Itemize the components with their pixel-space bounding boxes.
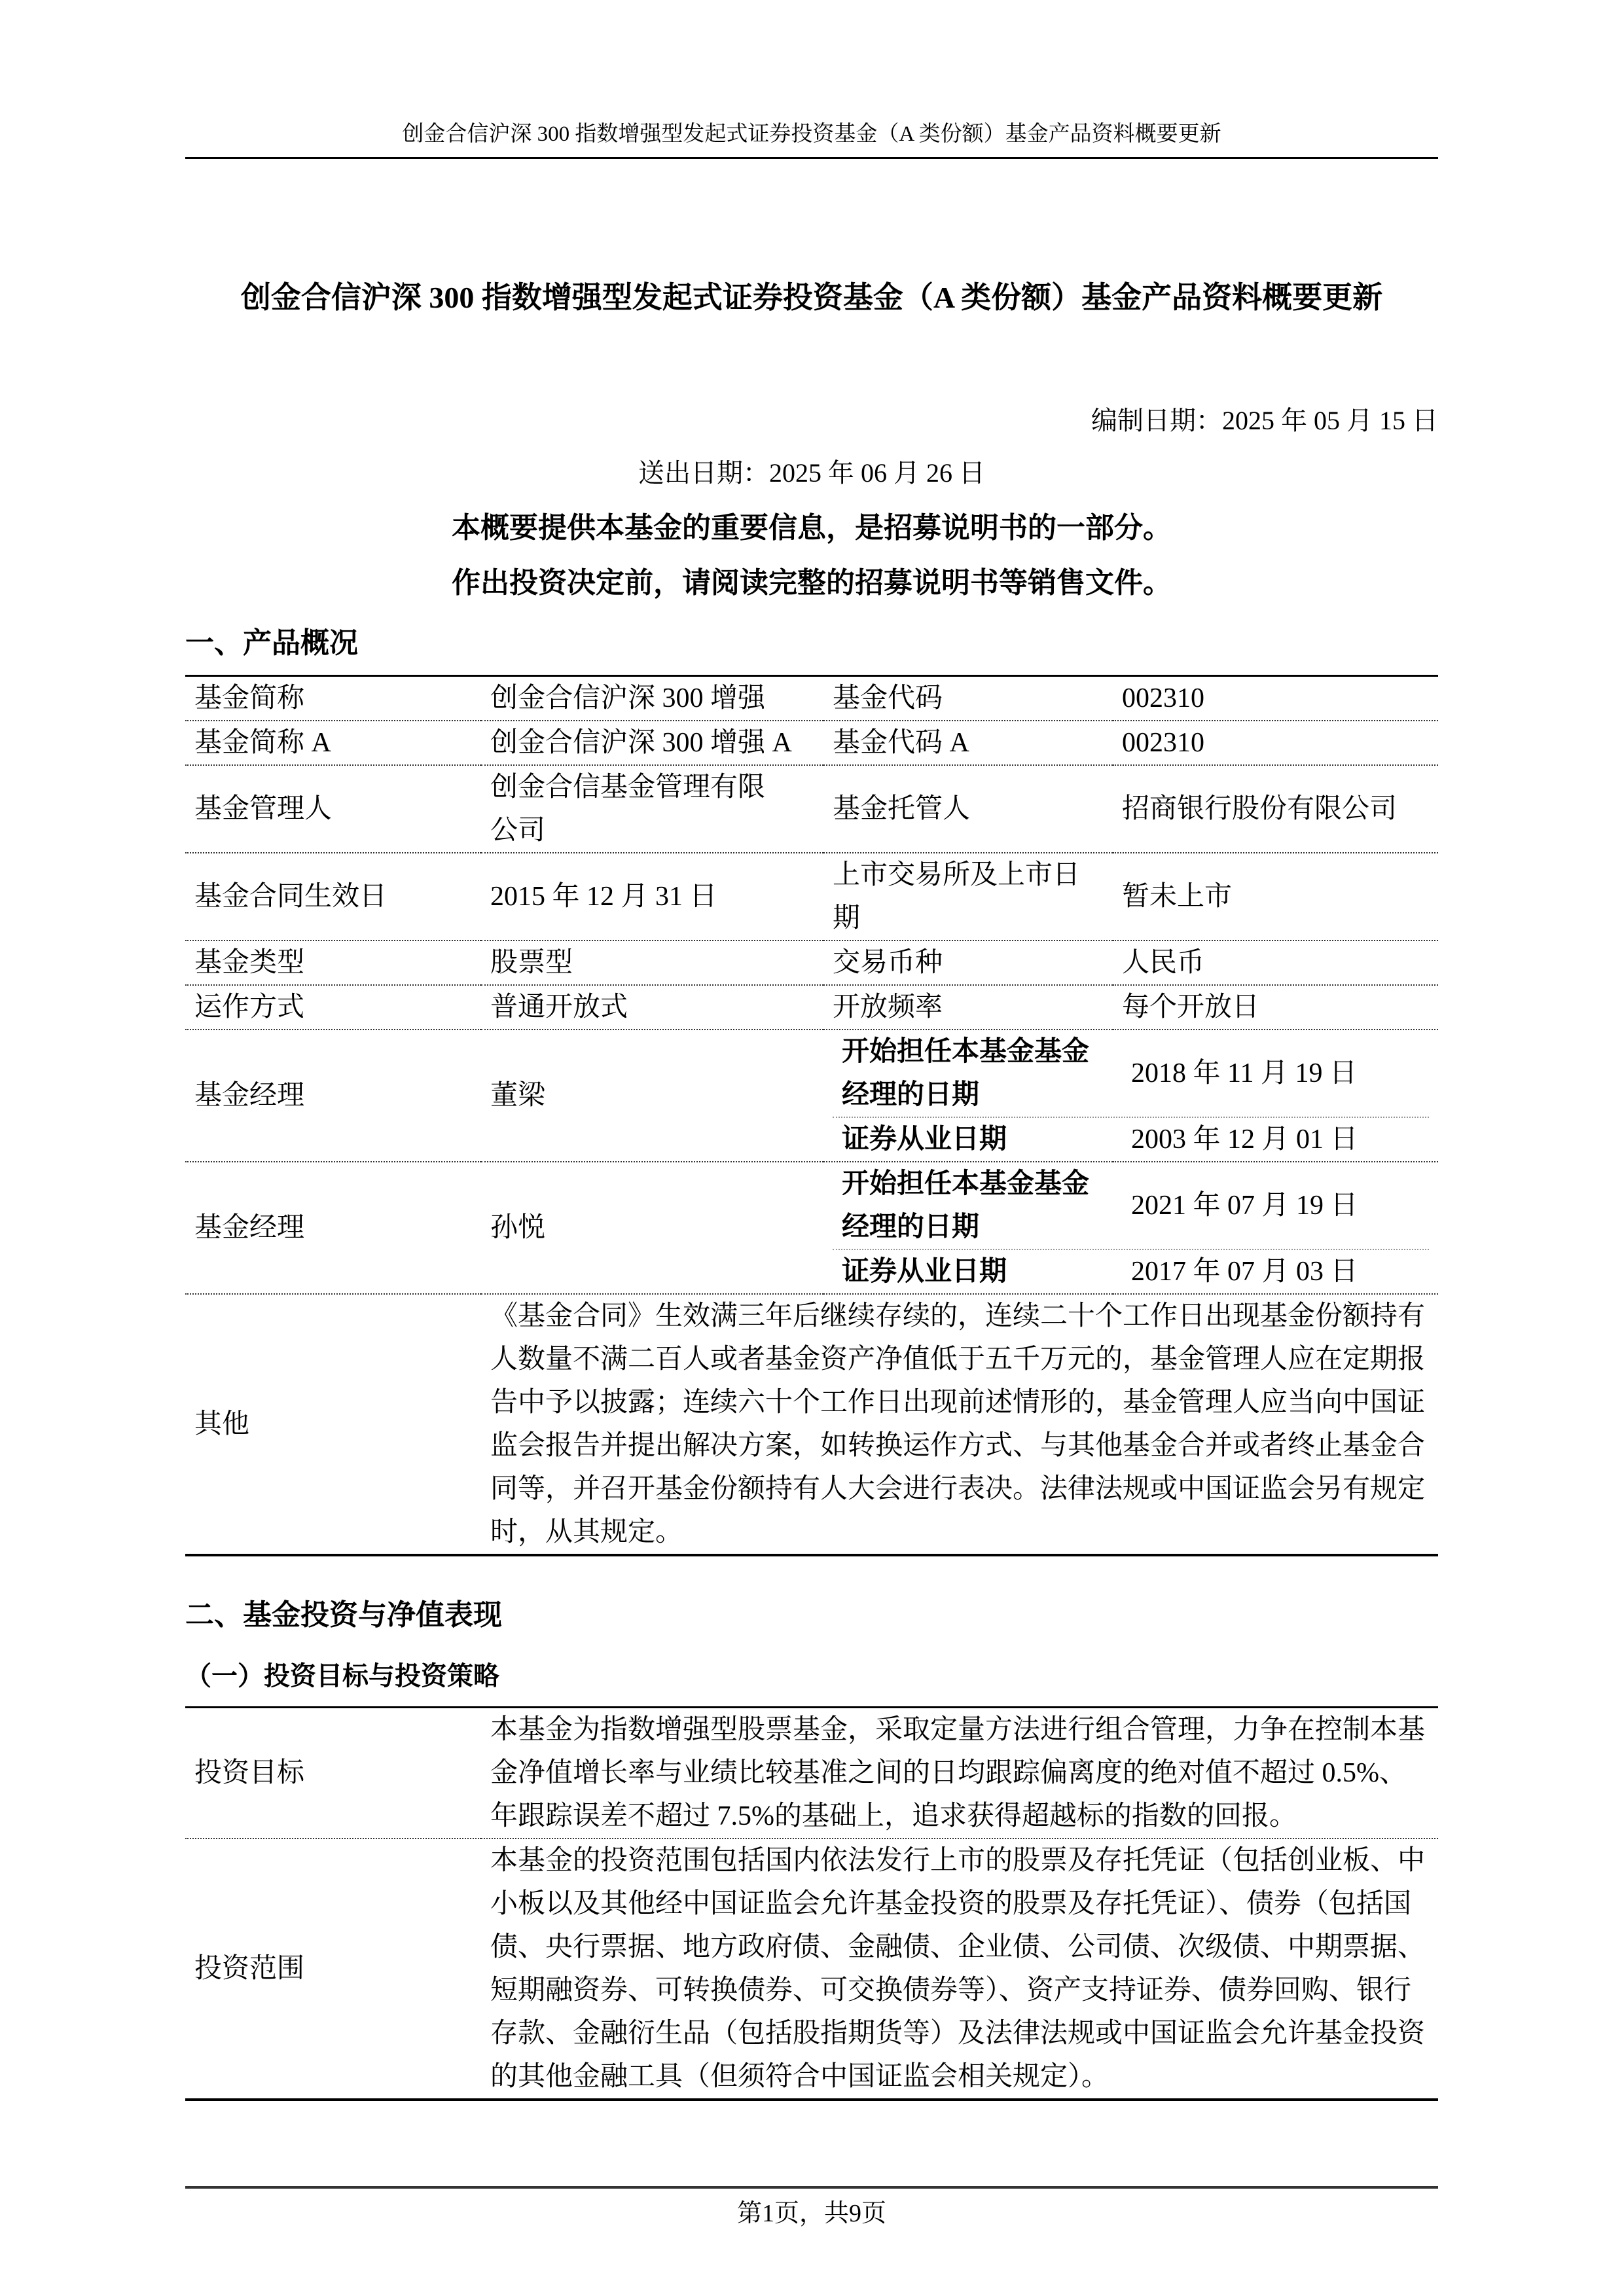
field-value: 董梁 [481, 1030, 823, 1162]
product-overview-table [185, 675, 1438, 1556]
field-value-longtext: 本基金为指数增强型股票基金，采取定量方法进行组合管理，力争在控制本基金净值增长率与业绩比较基准之间的日均跟踪偏离度的绝对值不超过 0.5%、年跟踪误差不超过 7.5%的基础上，追求获得超越标的指数的回报。 [490, 1714, 1426, 1831]
table-row-other [185, 1294, 1438, 1555]
field-label: 交易币种 [823, 941, 1113, 985]
table-row [185, 765, 1438, 853]
field-label: 基金简称 [194, 683, 305, 714]
table-row-investment-scope [185, 1839, 1438, 2100]
header-rule [185, 157, 1438, 159]
field-value: 人民币 [1113, 941, 1438, 985]
field-label: 基金管理人 [185, 765, 481, 853]
field-value: 股票型 [481, 941, 823, 985]
field-value: 2017 年 07 月 03 日 [1131, 1257, 1358, 1287]
field-value: 2003 年 12 月 01 日 [1131, 1124, 1358, 1155]
page-number-label: 第1页，共9页 [736, 2200, 886, 2227]
document-title: 创金合信沪深 300 指数增强型发起式证券投资基金（A 类份额）基金产品资料概要更新 [240, 280, 1383, 314]
field-value-text: 创金合信基金管理有限公司 [490, 772, 766, 846]
field-label: 其他 [185, 1294, 481, 1555]
field-value: 2021 年 07 月 19 日 [1131, 1191, 1358, 1221]
field-label: 基金简称 A [185, 721, 481, 765]
sub-row [833, 1117, 1429, 1161]
notice-line-2: 作出投资决定前，请阅读完整的招募说明书等销售文件。 [452, 567, 1172, 600]
field-label: 开放频率 [823, 985, 1113, 1030]
sub-row [833, 1249, 1429, 1293]
table-row [185, 676, 1438, 721]
table-row [185, 721, 1438, 765]
table-row [185, 941, 1438, 985]
running-header: 创金合信沪深 300 指数增强型发起式证券投资基金（A 类份额）基金产品资料概要更新 [402, 122, 1221, 146]
field-label-text: 开始担任本基金基金经理的日期 [842, 1169, 1090, 1243]
field-value: 每个开放日 [1113, 985, 1438, 1030]
field-label: 投资范围 [185, 1839, 481, 2100]
field-label: 证券从业日期 [842, 1257, 1007, 1287]
page-footer [185, 2186, 1438, 2229]
section1-heading: 一、产品概况 [185, 626, 358, 659]
field-value: 暂未上市 [1113, 853, 1438, 941]
table-row-fund-manager [185, 1162, 1438, 1294]
field-label: 基金类型 [185, 941, 481, 985]
field-label [823, 853, 1113, 941]
field-value: 创金合信沪深 300 增强 A [481, 721, 823, 765]
section2-heading: 二、基金投资与净值表现 [185, 1599, 502, 1632]
field-label: 运作方式 [185, 985, 481, 1030]
investment-table [185, 1706, 1438, 2101]
field-label: 基金合同生效日 [185, 853, 481, 941]
field-value: 2018 年 11 月 19 日 [1131, 1058, 1357, 1089]
nested-subtable [823, 1162, 1438, 1294]
field-label [833, 1162, 1122, 1249]
section2-subheading: （一）投资目标与投资策略 [185, 1660, 499, 1691]
field-label: 基金代码 [833, 683, 943, 714]
field-label: 基金经理 [185, 1162, 481, 1294]
field-value-longtext: 本基金的投资范围包括国内依法发行上市的股票及存托凭证（包括创业板、中小板以及其他经中国证监会允许基金投资的股票及存托凭证）、债券（包括国债、央行票据、地方政府债、金融债、企业债、公司债、次级债、中期票据、短期融资券、可转换债券、可交换债券等）、资产支持证券、债券回购、银行存款、金融衍生品（包括股指期货等）及法律法规或中国证监会允许基金投资的其他金融工具（但须符合中国证监会相关规定）。 [481, 1839, 1438, 2100]
field-value: 2015 年 12 月 31 日 [481, 853, 823, 941]
field-value [481, 765, 823, 853]
sub-row [833, 1030, 1429, 1117]
table-row-investment-objective [185, 1707, 1438, 1839]
table-row [185, 853, 1438, 941]
field-value: 普通开放式 [481, 985, 823, 1030]
sent-date: 送出日期：2025 年 06 月 26 日 [638, 457, 985, 488]
field-value: 002310 [1122, 683, 1204, 714]
field-label [833, 1030, 1122, 1117]
nested-subtable [823, 1030, 1438, 1162]
field-value: 孙悦 [481, 1162, 823, 1294]
table-row [185, 985, 1438, 1030]
notice-line-1: 本概要提供本基金的重要信息，是招募说明书的一部分。 [452, 511, 1172, 544]
field-label-text: 开始担任本基金基金经理的日期 [842, 1037, 1090, 1111]
prepared-date: 编制日期：2025 年 05 月 15 日 [1091, 405, 1438, 435]
sub-row [833, 1162, 1429, 1249]
field-label: 基金经理 [185, 1030, 481, 1162]
field-value: 创金合信沪深 300 增强 [490, 683, 766, 714]
field-label: 投资目标 [194, 1757, 305, 1788]
field-value-longtext: 《基金合同》生效满三年后继续存续的，连续二十个工作日出现基金份额持有人数量不满二百人或者基金资产净值低于五千万元的，基金管理人应在定期报告中予以披露；连续六十个工作日出现前述情形的，基金管理人应当向中国证监会报告并提出解决方案，如转换运作方式、与其他基金合并或者终止基金合同等，并召开基金份额持有人大会进行表决。法律法规或中国证监会另有规定时，从其规定。 [481, 1294, 1438, 1555]
field-value: 招商银行股份有限公司 [1113, 765, 1438, 853]
field-label: 基金托管人 [823, 765, 1113, 853]
field-value: 002310 [1113, 721, 1438, 765]
table-row-fund-manager [185, 1030, 1438, 1162]
field-label-text: 上市交易所及上市日期 [833, 860, 1081, 934]
field-label: 基金代码 A [823, 721, 1113, 765]
field-label: 证券从业日期 [842, 1124, 1007, 1155]
